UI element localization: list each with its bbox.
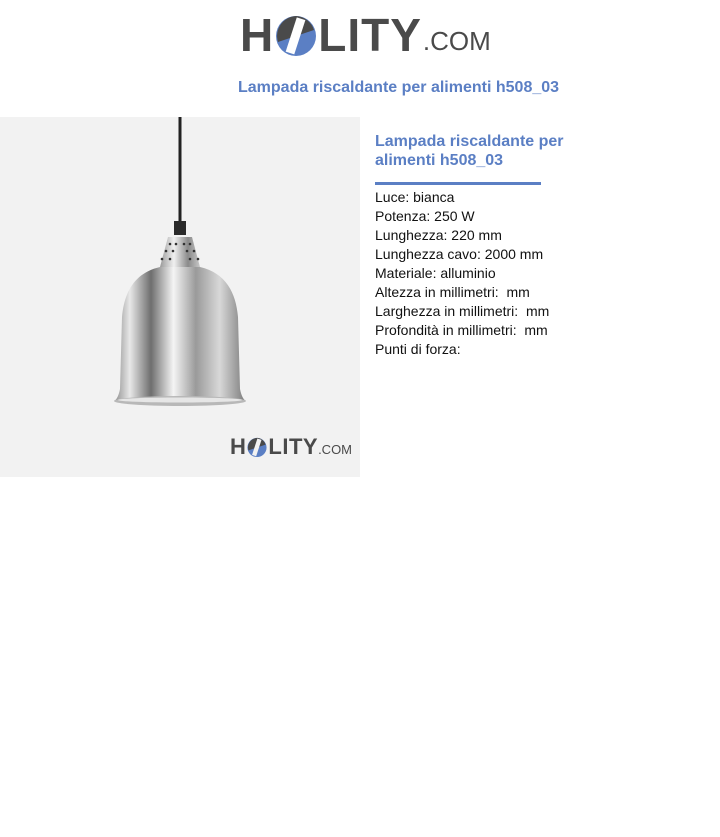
title-divider (375, 182, 541, 185)
logo-letter-h: H (240, 9, 275, 61)
spec-line: Luce: bianca (375, 189, 455, 205)
spec-line: Profondità in millimetri: mm (375, 322, 548, 338)
product-details (375, 132, 705, 359)
spec-line: Altezza in millimetri: mm (375, 284, 530, 300)
pendant-heat-lamp-image (0, 117, 360, 477)
watermark-logo (230, 436, 352, 458)
spec-line: Larghezza in millimetri: mm (375, 303, 550, 319)
spec-line: Potenza: 250 W (375, 208, 475, 224)
logo-domain: .COM (422, 26, 491, 56)
holity-logo[interactable] (240, 9, 491, 61)
watermark-letter-h: H (230, 434, 247, 459)
watermark-domain: .COM (318, 442, 353, 457)
watermark-letters-lity: LITY (268, 434, 319, 459)
holity-o-icon (274, 12, 318, 58)
holity-o-icon (246, 436, 268, 458)
spec-line: Lunghezza cavo: 2000 mm (375, 246, 544, 262)
product-image (0, 117, 360, 477)
spec-line: Punti di forza: (375, 341, 461, 357)
page-title: Lampada riscaldante per alimenti h508_03 (238, 79, 560, 96)
spec-line: Materiale: alluminio (375, 265, 496, 281)
spec-line: Lunghezza: 220 mm (375, 227, 502, 243)
product-title: Lampada riscaldante per alimenti h508_03 (375, 133, 564, 169)
logo-letters-lity: LITY (318, 9, 422, 61)
